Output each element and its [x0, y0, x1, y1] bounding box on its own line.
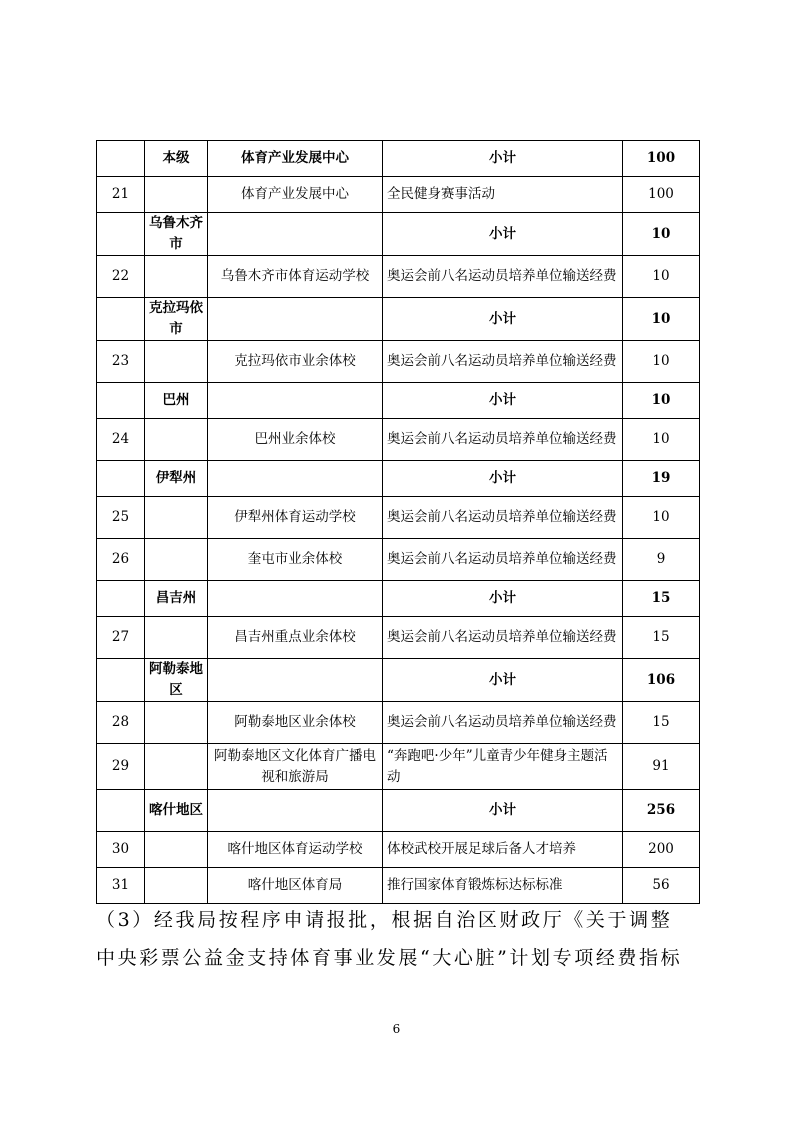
paragraph-line-1: （3）经我局按程序申请报批，根据自治区财政厅《关于调整	[96, 909, 673, 931]
cell-amount: 10	[623, 341, 700, 383]
cell-project: 奥运会前八名运动员培养单位输送经费	[383, 539, 623, 581]
cell-amount: 10	[623, 497, 700, 539]
cell-amount: 10	[623, 213, 700, 256]
cell-region	[145, 702, 208, 744]
cell-no	[97, 581, 145, 617]
cell-unit	[208, 581, 383, 617]
subtotal-row	[97, 298, 700, 341]
cell-unit	[208, 790, 383, 832]
cell-region: 昌吉州	[145, 581, 208, 617]
cell-amount: 10	[623, 256, 700, 298]
cell-unit: 体育产业发展中心	[208, 141, 383, 177]
cell-unit	[208, 659, 383, 702]
paragraph-line-2: 中央彩票公益金支持体育事业发展“大心脏”计划专项经费指标	[96, 947, 683, 969]
cell-no	[97, 790, 145, 832]
cell-amount: 9	[623, 539, 700, 581]
subtotal-row	[97, 461, 700, 497]
cell-unit: 克拉玛依市业余体校	[208, 341, 383, 383]
cell-no	[97, 461, 145, 497]
cell-region: 本级	[145, 141, 208, 177]
cell-region: 喀什地区	[145, 790, 208, 832]
cell-region: 巴州	[145, 383, 208, 419]
cell-region: 乌鲁木齐市	[145, 213, 208, 256]
cell-project: 奥运会前八名运动员培养单位输送经费	[383, 419, 623, 461]
cell-unit: 巴州业余体校	[208, 419, 383, 461]
cell-region	[145, 868, 208, 904]
cell-project: 奥运会前八名运动员培养单位输送经费	[383, 702, 623, 744]
cell-project: 全民健身赛事活动	[383, 177, 623, 213]
cell-no	[97, 141, 145, 177]
subtotal-row	[97, 141, 700, 177]
cell-amount: 100	[623, 177, 700, 213]
cell-region	[145, 539, 208, 581]
subtotal-row	[97, 659, 700, 702]
cell-project: 小计	[383, 298, 623, 341]
cell-region: 阿勒泰地区	[145, 659, 208, 702]
cell-unit	[208, 298, 383, 341]
cell-amount: 10	[623, 298, 700, 341]
cell-amount: 256	[623, 790, 700, 832]
cell-no: 21	[97, 177, 145, 213]
cell-project: 小计	[383, 383, 623, 419]
cell-amount: 15	[623, 581, 700, 617]
table-row	[97, 744, 700, 790]
cell-region	[145, 256, 208, 298]
cell-no: 28	[97, 702, 145, 744]
cell-unit	[208, 461, 383, 497]
cell-amount: 15	[623, 702, 700, 744]
cell-no: 30	[97, 832, 145, 868]
subtotal-row	[97, 213, 700, 256]
cell-no: 27	[97, 617, 145, 659]
cell-project: 奥运会前八名运动员培养单位输送经费	[383, 341, 623, 383]
table-row	[97, 497, 700, 539]
cell-project: 推行国家体育锻炼标达标标准	[383, 868, 623, 904]
cell-unit	[208, 213, 383, 256]
cell-project: 小计	[383, 790, 623, 832]
cell-no	[97, 383, 145, 419]
cell-amount: 56	[623, 868, 700, 904]
cell-no	[97, 213, 145, 256]
cell-no: 23	[97, 341, 145, 383]
funding-table-body	[97, 141, 700, 904]
cell-project: 小计	[383, 659, 623, 702]
subtotal-row	[97, 581, 700, 617]
table-row	[97, 868, 700, 904]
subtotal-row	[97, 790, 700, 832]
table-row	[97, 832, 700, 868]
cell-amount: 10	[623, 383, 700, 419]
cell-unit: 体育产业发展中心	[208, 177, 383, 213]
cell-project: “奔跑吧·少年”儿童青少年健身主题活动	[383, 744, 623, 790]
cell-project: 体校武校开展足球后备人才培养	[383, 832, 623, 868]
cell-region	[145, 744, 208, 790]
cell-amount: 91	[623, 744, 700, 790]
funding-table	[96, 140, 700, 904]
cell-project: 小计	[383, 213, 623, 256]
table-row	[97, 177, 700, 213]
cell-unit: 喀什地区体育局	[208, 868, 383, 904]
cell-unit: 昌吉州重点业余体校	[208, 617, 383, 659]
cell-region: 伊犁州	[145, 461, 208, 497]
cell-no: 25	[97, 497, 145, 539]
table-row	[97, 617, 700, 659]
cell-unit	[208, 383, 383, 419]
cell-no: 24	[97, 419, 145, 461]
cell-project: 小计	[383, 581, 623, 617]
cell-amount: 100	[623, 141, 700, 177]
cell-amount: 19	[623, 461, 700, 497]
cell-unit: 伊犁州体育运动学校	[208, 497, 383, 539]
cell-project: 小计	[383, 461, 623, 497]
cell-no	[97, 659, 145, 702]
cell-region	[145, 419, 208, 461]
table-row	[97, 539, 700, 581]
cell-unit: 奎屯市业余体校	[208, 539, 383, 581]
subtotal-row	[97, 383, 700, 419]
cell-amount: 106	[623, 659, 700, 702]
cell-no: 31	[97, 868, 145, 904]
table-row	[97, 341, 700, 383]
cell-unit: 阿勒泰地区文化体育广播电视和旅游局	[208, 744, 383, 790]
cell-project: 奥运会前八名运动员培养单位输送经费	[383, 256, 623, 298]
cell-amount: 200	[623, 832, 700, 868]
cell-no: 26	[97, 539, 145, 581]
cell-project: 小计	[383, 141, 623, 177]
cell-no: 22	[97, 256, 145, 298]
cell-unit: 乌鲁木齐市体育运动学校	[208, 256, 383, 298]
cell-region: 克拉玛依市	[145, 298, 208, 341]
cell-region	[145, 617, 208, 659]
cell-amount: 10	[623, 419, 700, 461]
cell-project: 奥运会前八名运动员培养单位输送经费	[383, 617, 623, 659]
table-row	[97, 702, 700, 744]
cell-region	[145, 177, 208, 213]
page-number: 6	[392, 1022, 401, 1036]
cell-unit: 喀什地区体育运动学校	[208, 832, 383, 868]
cell-region	[145, 341, 208, 383]
table-row	[97, 256, 700, 298]
cell-region	[145, 497, 208, 539]
cell-unit: 阿勒泰地区业余体校	[208, 702, 383, 744]
cell-project: 奥运会前八名运动员培养单位输送经费	[383, 497, 623, 539]
cell-no: 29	[97, 744, 145, 790]
table-row	[97, 419, 700, 461]
cell-region	[145, 832, 208, 868]
cell-no	[97, 298, 145, 341]
cell-amount: 15	[623, 617, 700, 659]
